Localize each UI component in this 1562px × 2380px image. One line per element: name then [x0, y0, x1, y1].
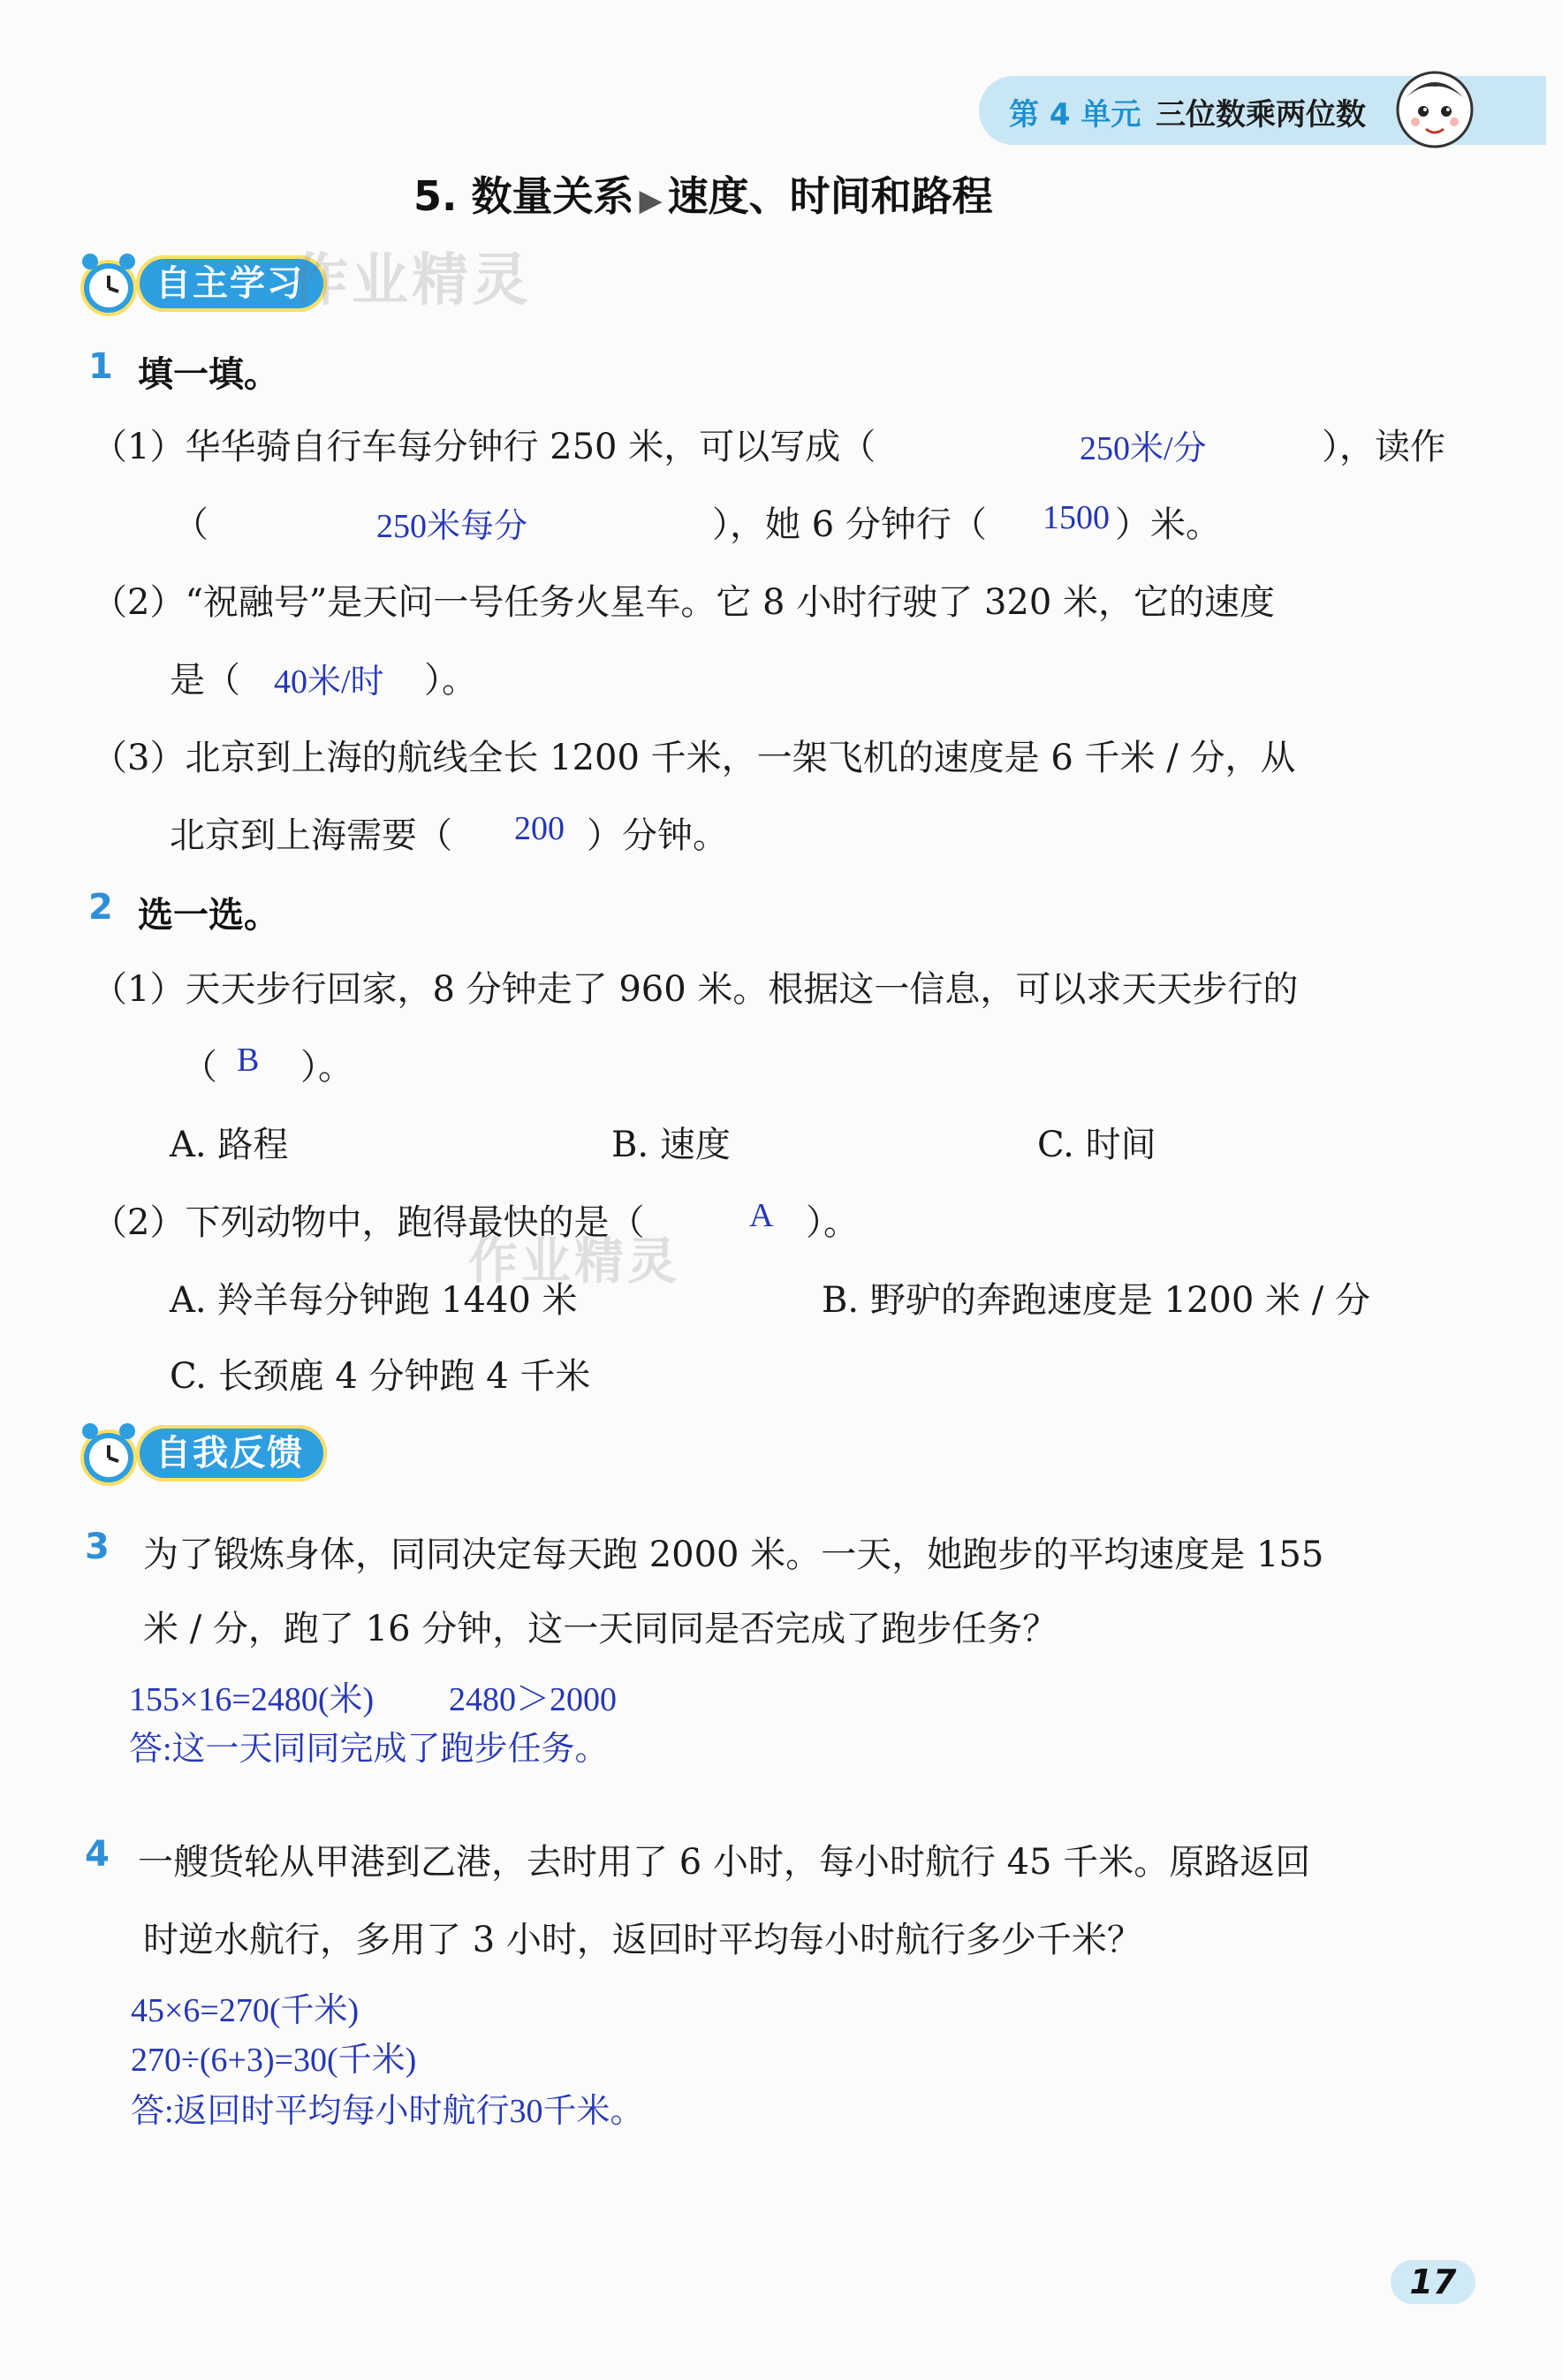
question-title-1: 填一填。: [138, 354, 279, 395]
q1-part3-line2-open: 北京到上海需要（: [170, 815, 452, 856]
q1-part1-line2-open: （: [173, 504, 209, 545]
q2-part2-option-b: B. 野驴的奔跑速度是 1200 米 / 分: [822, 1280, 1370, 1321]
q2-part2-line1: （2）下列动物中，跑得最快的是（: [92, 1202, 645, 1243]
q2-part2-line1-end: ）。: [806, 1202, 859, 1243]
lesson-topic: 数量关系: [471, 172, 634, 220]
q3-line2: 米 / 分，跑了 16 分钟，这一天同同是否完成了跑步任务？: [143, 1609, 1058, 1649]
question-number-3: 3: [85, 1527, 110, 1567]
q2-part2-option-c: C. 长颈鹿 4 分钟跑 4 千米: [170, 1356, 591, 1397]
q1-part1-answer1: 250米/分: [1080, 430, 1207, 467]
q1-part3-line2-end: ）分钟。: [587, 815, 728, 856]
q3-line1: 为了锻炼身体，同同决定每天跑 2000 米。一天，她跑步的平均速度是 155: [143, 1535, 1324, 1575]
q2-part1-option-b: B. 速度: [611, 1125, 731, 1165]
lesson-number: 5.: [413, 172, 458, 220]
q2-part1-line2-open: （: [182, 1047, 217, 1088]
q1-part2-line1: （2）“祝融号”是天问一号任务火星车。它 8 小时行驶了 320 米，它的速度: [92, 582, 1276, 623]
q1-part1-line2-mid: ），她 6 分钟行（: [712, 504, 987, 545]
q4-line2: 时逆水航行，多用了 3 小时，返回时平均每小时航行多少千米？: [143, 1920, 1142, 1960]
page-number-text: 17: [1409, 2263, 1457, 2301]
q4-work-1: 45×6=270(千米): [131, 1992, 360, 2029]
watermark-2: 作业精灵: [468, 1233, 680, 1291]
lesson-subtopic: 速度、时间和路程: [667, 172, 993, 220]
q1-part3-line1: （3）北京到上海的航线全长 1200 千米，一架飞机的速度是 6 千米 / 分，从: [92, 738, 1296, 778]
q1-part2-answer: 40米/时: [274, 663, 384, 701]
q3-work-2: 2480＞2000: [449, 1681, 618, 1718]
q2-part1-answer: B: [237, 1042, 260, 1079]
unit-title: 三位数乘两位数: [1156, 97, 1366, 133]
q4-work-2: 270÷(6+3)=30(千米): [131, 2042, 417, 2079]
unit-label: 第 4 单元: [1009, 97, 1141, 133]
question-number-2: 2: [88, 887, 113, 928]
q1-part2-line2-open: 是（: [170, 660, 240, 701]
q1-part3-answer: 200: [514, 810, 565, 847]
watermark: 作业精灵: [292, 248, 532, 314]
alarm-clock-icon: [78, 247, 140, 320]
q2-part1-option-a: A. 路程: [170, 1125, 289, 1165]
q2-part1-option-c: C. 时间: [1037, 1125, 1156, 1165]
play-arrow-icon: ▶: [639, 183, 663, 218]
question-number-1: 1: [88, 346, 113, 387]
q4-work-answer: 答:返回时平均每小时航行30千米。: [131, 2093, 644, 2130]
q2-part2-answer: A: [749, 1197, 774, 1234]
q1-part1-line2-end: ）米。: [1115, 504, 1221, 545]
q1-part1-answer2: 250米每分: [376, 508, 528, 545]
q2-part1-line1: （1）天天步行回家，8 分钟走了 960 米。根据这一信息，可以求天天步行的: [92, 969, 1299, 1010]
q1-part1-line1-end: ），读作: [1322, 427, 1445, 467]
section-title-self-study: 自主学习: [136, 255, 327, 312]
q1-part1-line1: （1）华华骑自行车每分钟行 250 米，可以写成（: [92, 427, 876, 467]
section-badge-self-study: [78, 247, 327, 320]
section-badge-self-feedback: [78, 1417, 327, 1489]
alarm-clock-icon: [78, 1417, 140, 1489]
q1-part1-answer3: 1500: [1043, 499, 1110, 536]
q1-part2-line2-end: ）。: [424, 660, 477, 701]
question-title-2: 选一选。: [138, 895, 279, 936]
section-title-self-feedback: 自我反馈: [136, 1425, 327, 1482]
q2-part2-option-a: A. 羚羊每分钟跑 1440 米: [170, 1280, 578, 1321]
question-number-4: 4: [85, 1834, 110, 1875]
boy-face-icon: [1394, 65, 1475, 154]
lesson-title: [413, 164, 993, 223]
q2-part1-line2-end: ）。: [300, 1047, 353, 1088]
q3-work-1: 155×16=2480(米): [129, 1681, 375, 1718]
q4-line1: 一艘货轮从甲港到乙港，去时用了 6 小时，每小时航行 45 千米。原路返回: [138, 1842, 1311, 1883]
q3-work-answer: 答:这一天同同完成了跑步任务。: [129, 1731, 609, 1768]
page-number: [1391, 2260, 1475, 2304]
